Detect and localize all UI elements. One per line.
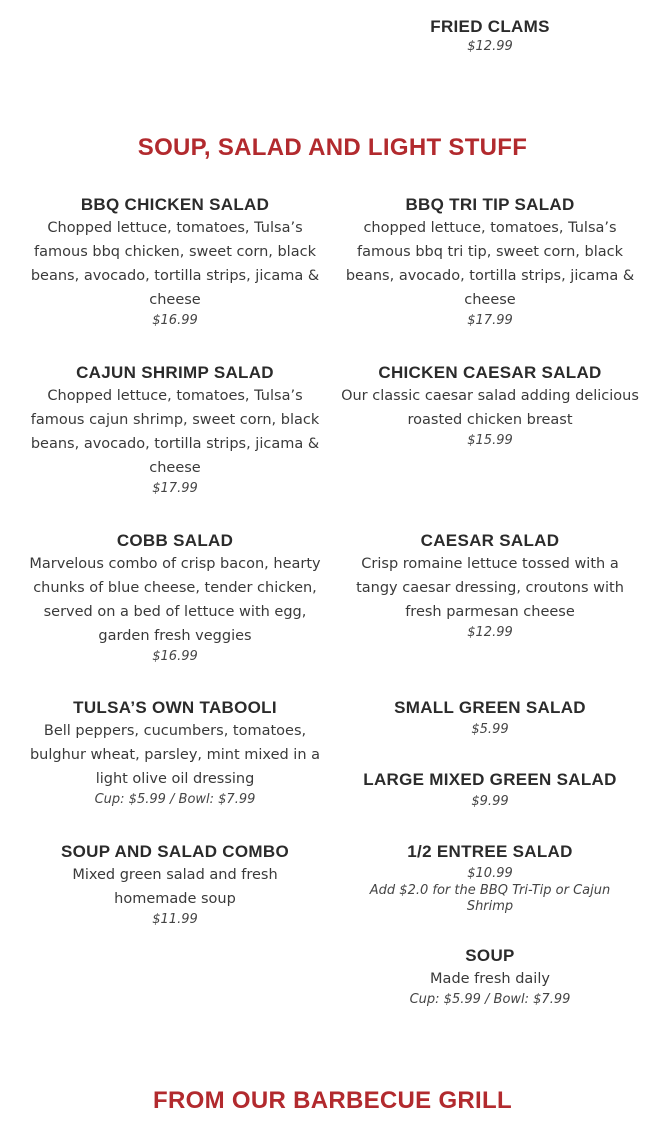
menu-item-bbq-tri-tip-salad bbox=[340, 194, 640, 330]
item-name: BBQ TRI TIP SALAD bbox=[405, 195, 575, 214]
item-price: $15.99 bbox=[467, 433, 513, 448]
item-price: $11.99 bbox=[152, 912, 198, 927]
item-price: $12.99 bbox=[467, 625, 513, 640]
item-price: $9.99 bbox=[471, 794, 509, 809]
item-description: Marvelous combo of crisp bacon, hearty chunks of blue cheese, tender chicken, served on a bed of lettuce with egg, garden fresh veggies bbox=[29, 556, 321, 644]
menu-item-small-green-salad bbox=[340, 697, 640, 739]
item-description: Our classic caesar salad adding delicious roasted chicken breast bbox=[341, 388, 639, 428]
menu-item-half-entree-salad bbox=[340, 841, 640, 915]
menu-item-bbq-chicken-salad bbox=[20, 194, 330, 330]
item-name: CHICKEN CAESAR SALAD bbox=[378, 363, 602, 382]
item-name: COBB SALAD bbox=[116, 531, 234, 550]
item-price: $5.99 bbox=[471, 722, 509, 737]
menu-item-cobb-salad bbox=[20, 530, 330, 666]
item-description: Crisp romaine lettuce tossed with a tangy caesar dressing, croutons with fresh parmesan cheese bbox=[356, 556, 624, 620]
item-description: Chopped lettuce, tomatoes, Tulsa’s famous bbq chicken, sweet corn, black beans, avocado, tortilla strips, jicama & cheese bbox=[30, 220, 320, 308]
item-name: SOUP AND SALAD COMBO bbox=[61, 842, 289, 861]
item-name: SOUP bbox=[465, 946, 515, 965]
item-name: FRIED CLAMS bbox=[430, 17, 550, 36]
menu-item-chicken-caesar-salad bbox=[340, 362, 640, 450]
item-price: $17.99 bbox=[467, 313, 513, 328]
menu-item-soup-salad-combo bbox=[20, 841, 330, 929]
item-name: TULSA’S OWN TABOOLI bbox=[73, 698, 277, 717]
item-description: chopped lettuce, tomatoes, Tulsa’s famous bbq tri tip, sweet corn, black beans, avocado, tortilla strips, jicama & cheese bbox=[345, 220, 635, 308]
item-description: Mixed green salad and fresh homemade soup bbox=[72, 867, 278, 907]
menu-item-cajun-shrimp-salad bbox=[20, 362, 330, 498]
section-title-soup-salad: SOUP, SALAD AND LIGHT STUFF bbox=[137, 134, 528, 161]
item-name: BBQ CHICKEN SALAD bbox=[80, 195, 270, 214]
menu-item-soup bbox=[340, 945, 640, 1009]
item-price: Cup: $5.99 / Bowl: $7.99 bbox=[94, 792, 256, 807]
item-description: Bell peppers, cucumbers, tomatoes, bulghur wheat, parsley, mint mixed in a light olive oil dressing bbox=[29, 723, 321, 787]
item-name: 1/2 ENTREE SALAD bbox=[407, 842, 573, 861]
item-price: $12.99 bbox=[467, 39, 513, 54]
item-price: $16.99 bbox=[152, 649, 198, 664]
item-name: LARGE MIXED GREEN SALAD bbox=[363, 770, 617, 789]
menu-item-large-mixed-green-salad bbox=[340, 769, 640, 811]
item-description: Chopped lettuce, tomatoes, Tulsa’s famous cajun shrimp, sweet corn, black beans, avocado, tortilla strips, jicama & cheese bbox=[30, 388, 320, 476]
item-note: Add $2.0 for the BBQ Tri-Tip or Cajun Shrimp bbox=[369, 883, 611, 914]
item-name: CAESAR SALAD bbox=[420, 531, 560, 550]
menu-item-caesar-salad bbox=[340, 530, 640, 642]
item-name: SMALL GREEN SALAD bbox=[394, 698, 586, 717]
item-price: $10.99 bbox=[467, 866, 513, 881]
item-name: CAJUN SHRIMP SALAD bbox=[76, 363, 274, 382]
section-title-barbecue-grill: FROM OUR BARBECUE GRILL bbox=[153, 1087, 512, 1114]
item-price: Cup: $5.99 / Bowl: $7.99 bbox=[409, 992, 571, 1007]
item-description: Made fresh daily bbox=[430, 971, 550, 987]
item-price: $17.99 bbox=[152, 481, 198, 496]
menu-item-tabooli bbox=[20, 697, 330, 809]
menu-item-fried-clams bbox=[340, 16, 640, 56]
item-price: $16.99 bbox=[152, 313, 198, 328]
